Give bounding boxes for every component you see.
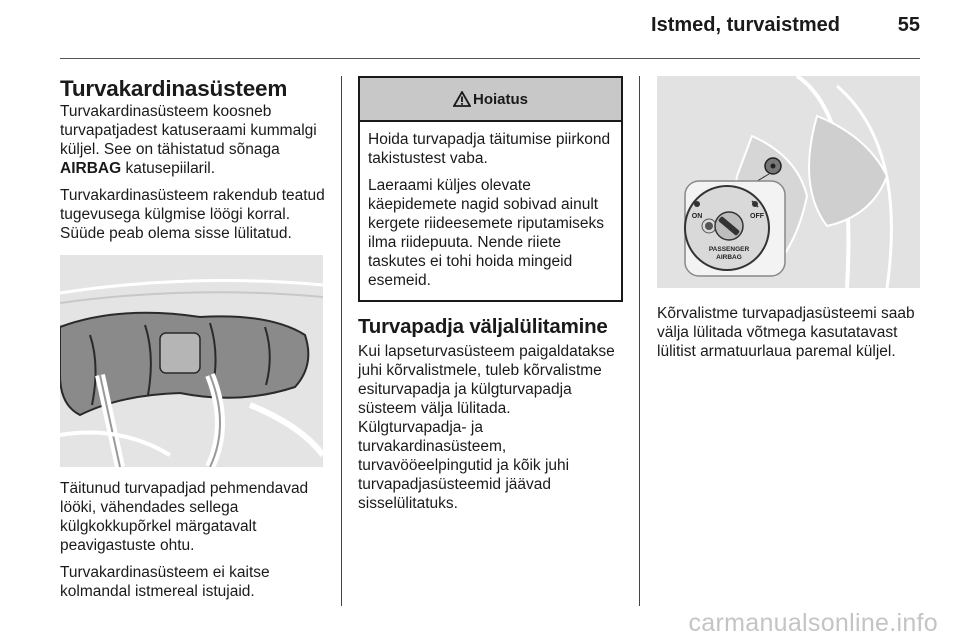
paragraph-deactivation: Kui lapseturvasüsteem paigaldatakse juhi kõrvalistmele, tuleb kõrvalistme esiturvapadja ja külgturvapadja süsteem välja lülitada. Külgturvapadja- ja turvakardinasüsteem, turvavööeelpingutid ja kõik juhi turvapadjasüsteemid jäävad sisselülitatuks. xyxy=(358,343,615,512)
paragraph-third-row: Turvakardinasüsteem ei kaitse kolmandal istmereal istujaid. xyxy=(60,564,270,600)
warning-header xyxy=(360,78,621,122)
column-divider-left xyxy=(341,76,342,606)
page-number: 55 xyxy=(897,14,920,36)
watermark: carmanualsonline.info xyxy=(688,609,938,637)
warning-paragraph-hooks: Laeraami küljes olevate käepidemete nagid sobivad ainult kergete riideesemete riputamiseks ilma riidepuuta. Nende riiete taskutes ei tohi hoida mingeid esemeid. xyxy=(368,177,605,289)
warning-body xyxy=(360,122,621,300)
switch-label-airbag: AIRBAG xyxy=(716,254,742,261)
left-column xyxy=(60,76,330,609)
section-heading-airbag-deactivation: Turvapadja väljalülitamine xyxy=(358,315,608,338)
section-heading-curtain-airbag: Turvakardinasüsteem xyxy=(60,76,288,101)
warning-box xyxy=(358,76,623,302)
warning-triangle-icon xyxy=(453,91,471,107)
airbag-switch-illustration xyxy=(657,76,920,288)
switch-label-off: OFF xyxy=(750,213,764,220)
curtain-airbag-drawing xyxy=(60,255,323,467)
paragraph-deployed-airbags: Täitunud turvapadjad pehmendavad lööki, vähendades sellega külgkokkupõrkel märgatavalt peavigastuste ohtu. xyxy=(60,480,309,554)
paragraph-switch-location: Kõrvalistme turvapadjasüsteemi saab välja lülitada võtmega kasutatavast lülitist armatuurlaua paremal küljel. xyxy=(657,305,915,360)
column-divider-right xyxy=(639,76,640,606)
warning-title: Hoiatus xyxy=(472,90,528,108)
airbag-marking: AIRBAG xyxy=(60,160,122,177)
switch-label-on: ON xyxy=(691,213,703,220)
header-rule xyxy=(60,58,920,59)
warning-paragraph-clear-area: Hoida turvapadja täitumise piirkond takistustest vaba. xyxy=(368,131,611,167)
curtain-airbag-illustration xyxy=(60,255,323,467)
right-column xyxy=(657,76,920,369)
switch-label-passenger: PASSENGER xyxy=(708,246,750,253)
header-title: Istmed, turvaistmed xyxy=(651,14,840,36)
paragraph-curtain-deploy: Turvakardinasüsteem rakendub teatud tugevusega külgmise löögi korral. Süüde peab olema sisse lülitatud. xyxy=(60,187,325,242)
paragraph-curtain-intro: Turvakardinasüsteem koosneb turvapatjadest katuseraami kummalgi küljel. See on tähistatud sõnaga AIRBAG katusepiilaril. xyxy=(60,103,317,177)
middle-column xyxy=(358,76,623,521)
airbag-switch-drawing xyxy=(657,76,920,288)
